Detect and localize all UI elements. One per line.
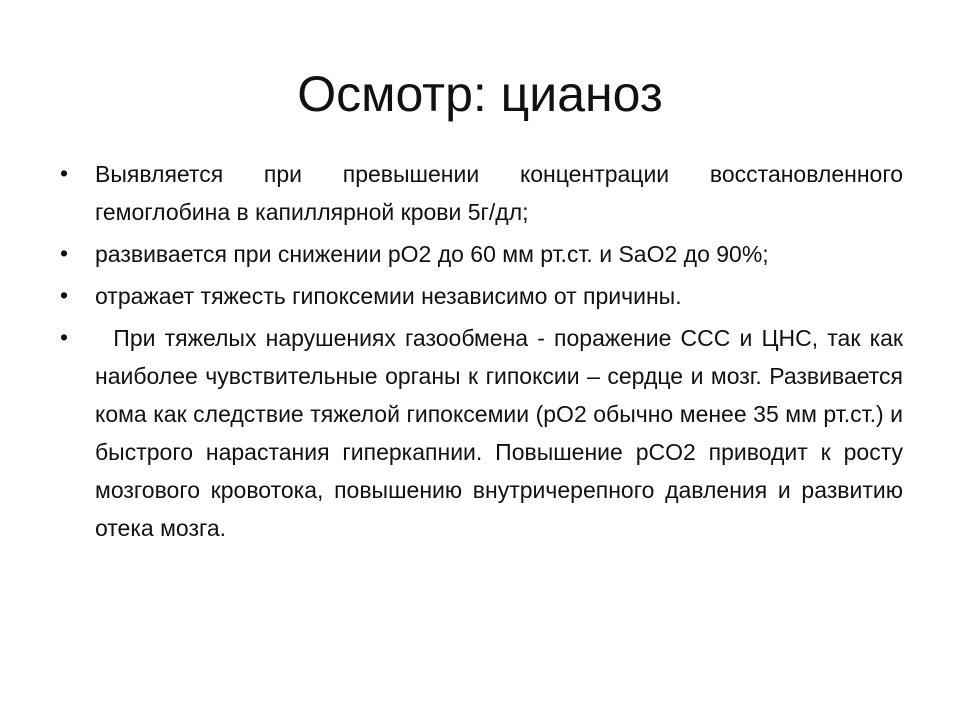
- bullet-text: Выявляется при превышении концентрации восстановленного гемоглобина в капиллярной крови 5г/дл;: [95, 161, 903, 225]
- bullet-item: [0, 277, 960, 315]
- slide-title: Осмотр: цианоз: [297, 66, 663, 122]
- bullet-dot-icon: •: [60, 282, 69, 308]
- bullet-text: развивается при снижении pO2 до 60 мм рт.ст. и SaO2 до 90%;: [95, 241, 769, 267]
- bullet-dot-icon: •: [60, 324, 69, 350]
- bullet-dot-icon: •: [60, 160, 69, 186]
- bullet-text: отражает тяжесть гипоксемии независимо от причины.: [95, 283, 682, 309]
- bullet-item: [0, 235, 960, 273]
- bullet-list: [0, 155, 960, 551]
- bullet-text: При тяжелых нарушениях газообмена - поражение ССС и ЦНС, так как наиболее чувствительные органы к гипоксии – сердце и мозг. Развивается кома как следствие тяжелой гипоксемии (pO2 обычно менее 35 мм рт.ст.) и быстрого нарастания гиперкапнии. Повышение pCO2 приводит к росту мозгового кровотока, повышению внутричерепного давления и развитию отека мозга.: [95, 325, 903, 541]
- bullet-dot-icon: •: [60, 240, 69, 266]
- bullet-item: [0, 155, 960, 231]
- bullet-item: [0, 319, 960, 547]
